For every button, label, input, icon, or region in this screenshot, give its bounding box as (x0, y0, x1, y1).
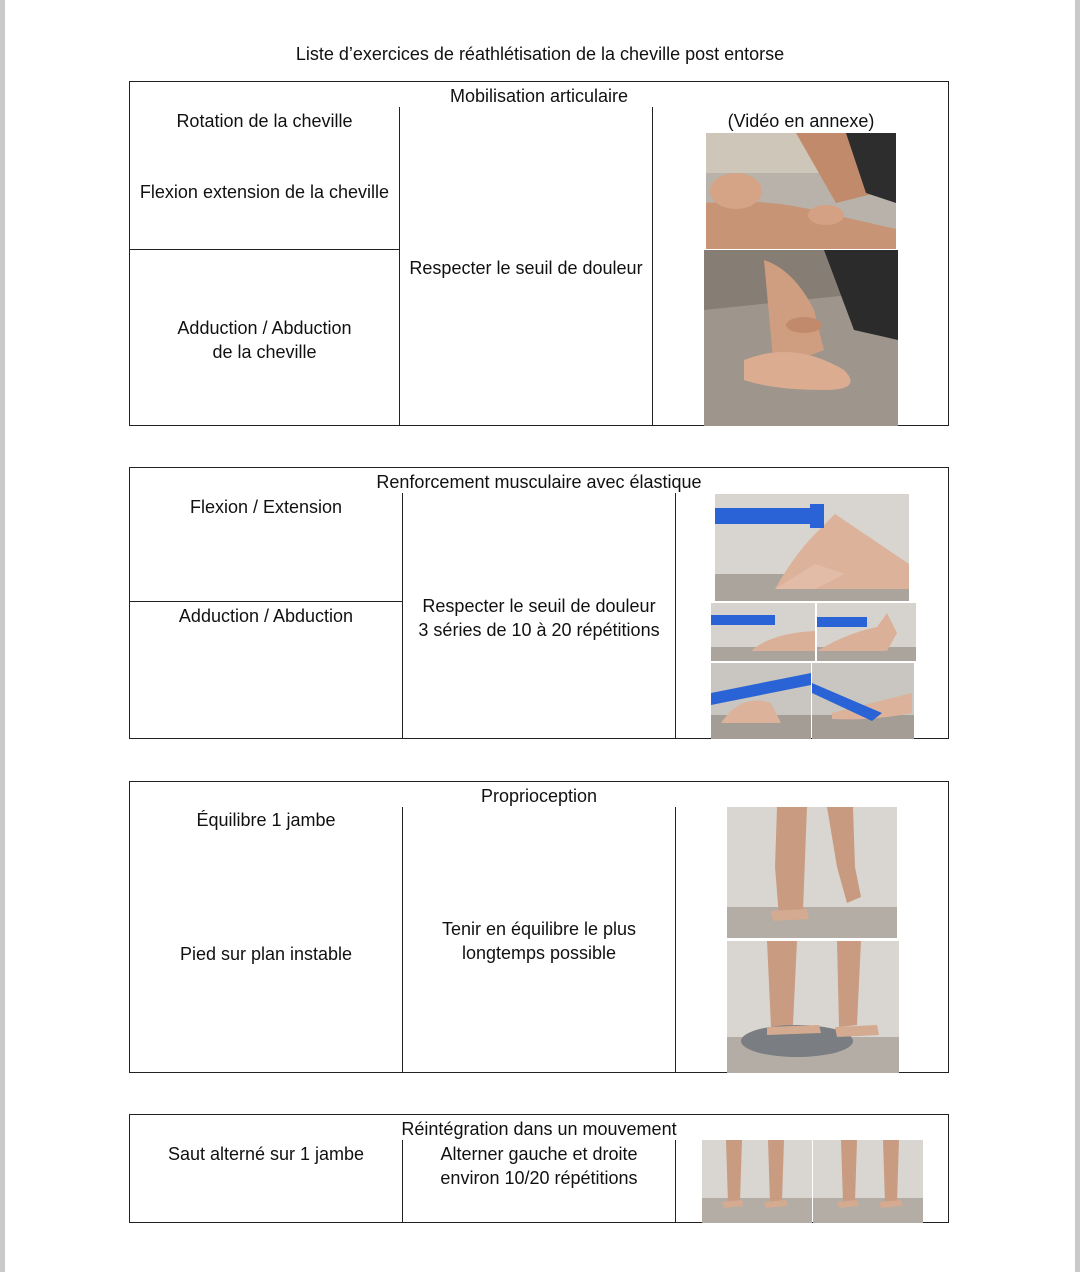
video-annex-note: (Vidéo en annexe) (727, 111, 875, 131)
section-title-proprioception: Proprioception (480, 786, 598, 806)
exercise-adduction-abduction-band: Adduction / Abduction (178, 606, 354, 626)
instruction-alternate: Alterner gauche et droite (440, 1144, 638, 1164)
table-renforcement (129, 467, 949, 739)
exercise-flexion-extension-band: Flexion / Extension (189, 497, 343, 517)
photo-ankle-adduction (704, 250, 898, 426)
exercise-alternating-hop: Saut alterné sur 1 jambe (167, 1144, 365, 1164)
table-proprioception (129, 781, 949, 1073)
page-left-edge (0, 0, 5, 1272)
instruction-reps: environ 10/20 répétitions (440, 1168, 638, 1188)
exercise-adduction-abduction: Adduction / Abduction (177, 318, 352, 338)
photo-unstable-surface (727, 941, 899, 1073)
instruction-pain-threshold: Respecter le seuil de douleur (409, 258, 643, 278)
section-title-reintegration: Réintégration dans un mouvement (401, 1119, 677, 1139)
photo-band-abduction-1 (817, 603, 916, 661)
exercise-one-leg-balance: Équilibre 1 jambe (196, 810, 336, 830)
instruction-sets-reps: 3 séries de 10 à 20 répétitions (418, 620, 660, 640)
document-title: Liste d’exercices de réathlétisation de la cheville post entorse (295, 44, 785, 64)
exercise-adduction-abduction-line2: de la cheville (212, 342, 317, 362)
page-right-edge (1075, 0, 1080, 1272)
exercise-flexion-extension: Flexion extension de la cheville (139, 182, 390, 202)
section-title-renforcement: Renforcement musculaire avec élastique (376, 472, 702, 492)
photo-band-adduction-1 (711, 603, 815, 661)
instruction-balance-line2: longtemps possible (461, 943, 617, 963)
photo-band-adduction-2 (711, 663, 811, 739)
photo-hop-right (813, 1140, 923, 1223)
photo-band-flexion (715, 494, 909, 601)
instruction-pain-threshold-band: Respecter le seuil de douleur (422, 596, 656, 616)
photo-ankle-rotation (706, 133, 896, 249)
photo-band-abduction-2 (812, 663, 914, 739)
photo-one-leg-balance (727, 807, 897, 938)
exercise-unstable-surface: Pied sur plan instable (179, 944, 353, 964)
photo-hop-left (702, 1140, 812, 1223)
instruction-balance: Tenir en équilibre le plus (441, 919, 637, 939)
section-title-mobilisation: Mobilisation articulaire (449, 86, 629, 106)
table-reintegration (129, 1114, 949, 1223)
exercise-rotation: Rotation de la cheville (176, 111, 353, 131)
table-mobilisation (129, 81, 949, 426)
